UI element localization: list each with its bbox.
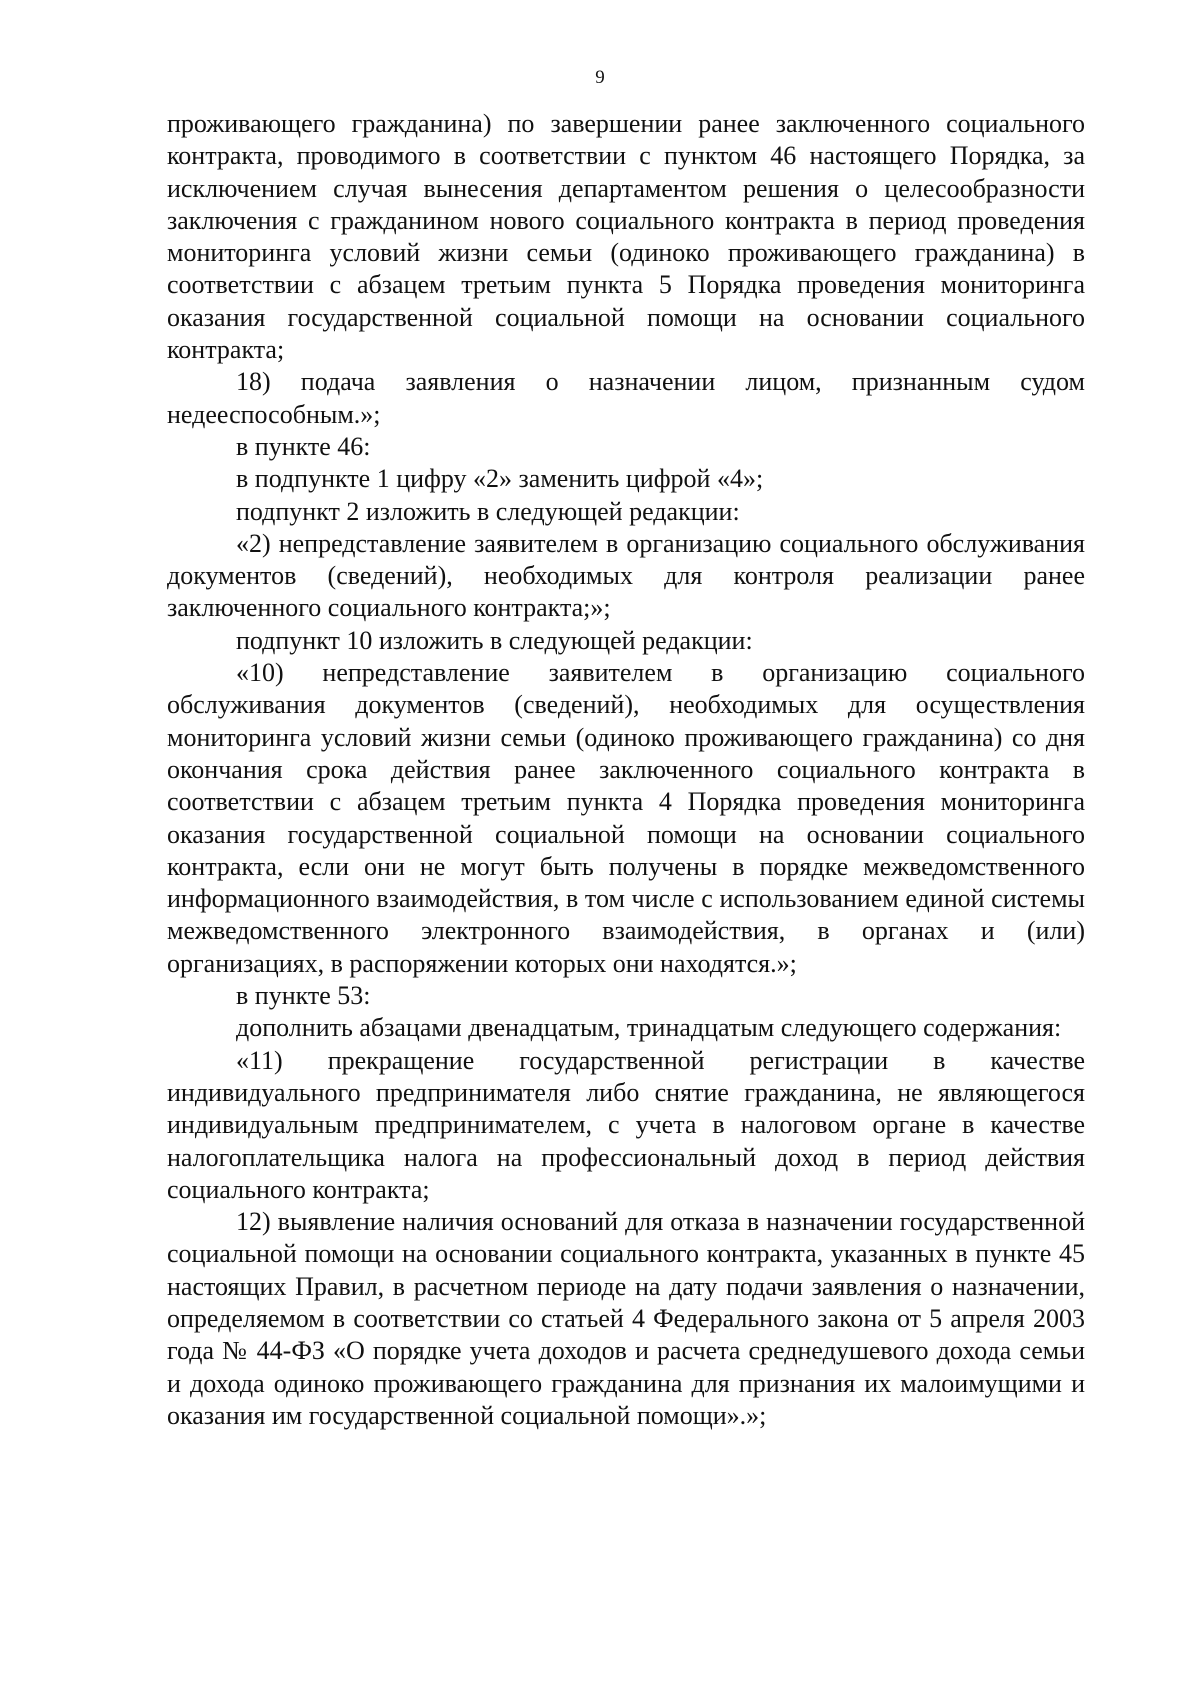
paragraph: проживающего гражданина) по завершении ранее заключенного социального контракта, проводимого в соответствии с пунктом 46 настоящего Порядка, за исключением случая вынесения департаментом решения о целесообразности заключения с гражданином нового социального контракта в период проведения мониторинга условий жизни семьи (одиноко проживающего гражданина) в соответствии с абзацем третьим пункта 5 Порядка проведения мониторинга оказания государственной социальной помощи на основании социального контракта; bbox=[167, 109, 1085, 365]
paragraph: подпункт 2 изложить в следующей редакции: bbox=[236, 496, 740, 526]
paragraph: 18) подача заявления о назначении лицом, признанным судом недееспособным.»; bbox=[167, 367, 1085, 429]
paragraph: в подпункте 1 цифру «2» заменить цифрой «4»; bbox=[236, 464, 764, 494]
document-body bbox=[167, 108, 1085, 1432]
page-number: 9 bbox=[595, 67, 605, 88]
paragraph: «10) непредставление заявителем в организацию социального обслуживания документов (сведений), необходимых для осуществления мониторинга условий жизни семьи (одиноко проживающего гражданина) со дня окончания срока действия ранее заключенного социального контракта в соответствии с абзацем третьим пункта 4 Порядка проведения мониторинга оказания государственной социальной помощи на основании социального контракта, если они не могут быть получены в порядке межведомственного информационного взаимодействия, в том числе с использованием единой системы межведомственного электронного взаимодействия, в органах и (или) организациях, в распоряжении которых они находятся.»; bbox=[167, 658, 1085, 978]
paragraph: «2) непредставление заявителем в организацию социального обслуживания документов (сведений), необходимых для контроля реализации ранее заключенного социального контракта;»; bbox=[167, 528, 1085, 623]
paragraph: в пункте 46: bbox=[236, 431, 371, 461]
paragraph: в пункте 53: bbox=[236, 981, 371, 1011]
paragraph: 12) выявление наличия оснований для отказа в назначении государственной социальной помощи на основании социального контракта, указанных в пункте 45 настоящих Правил, в расчетном периоде на дату подачи заявления о назначении, определяемом в соответствии со статьей 4 Федерального закона от 5 апреля 2003 года № 44-ФЗ «О порядке учета доходов и расчета среднедушевого дохода семьи и дохода одиноко проживающего гражданина для признания их малоимущими и оказания им государственной социальной помощи».»; bbox=[167, 1207, 1085, 1430]
paragraph: «11) прекращение государственной регистрации в качестве индивидуального предпринимателя либо снятие гражданина, не являющегося индивидуальным предпринимателем, с учета в налоговом органе в качестве налогоплательщика налога на профессиональный доход в период действия социального контракта; bbox=[167, 1045, 1085, 1204]
paragraph: подпункт 10 изложить в следующей редакции: bbox=[236, 625, 753, 655]
paragraph: дополнить абзацами двенадцатым, тринадцатым следующего содержания: bbox=[236, 1013, 1062, 1043]
